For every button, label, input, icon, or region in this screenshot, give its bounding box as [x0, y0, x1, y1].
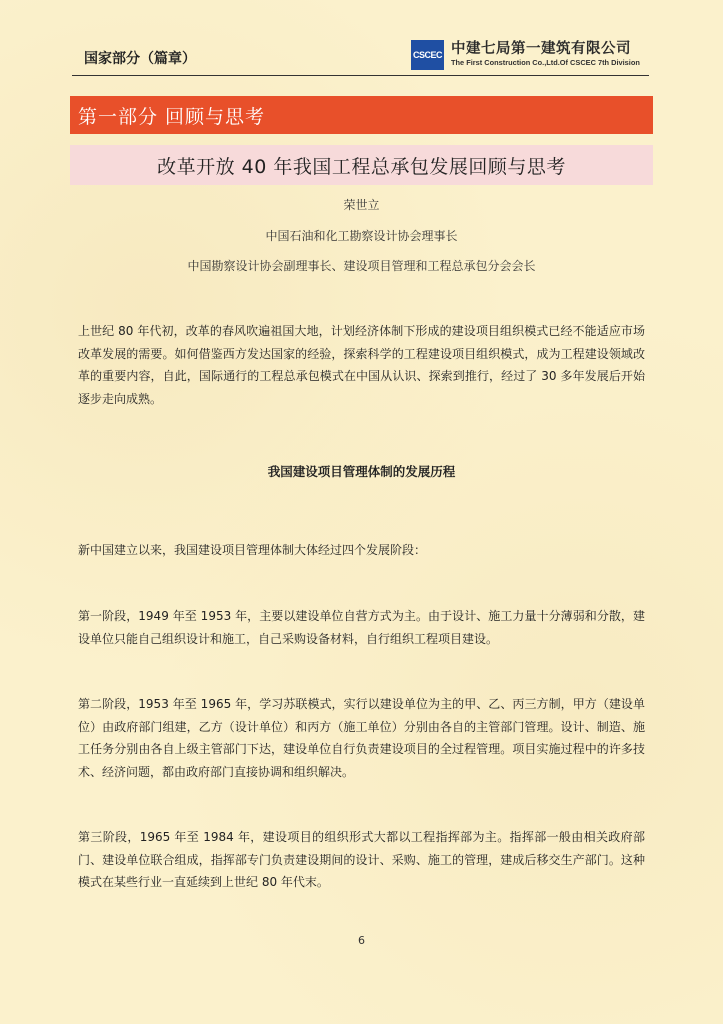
author-affiliation-2: 中国勘察设计协会副理事长、建设项目管理和工程总承包分会会长	[187, 259, 536, 273]
author-affiliation-1: 中国石油和化工勘察设计协会理事长	[265, 229, 458, 243]
stage-3-paragraph: 第三阶段，1965 年至 1984 年，建设项目的组织形式大都以工程指挥部为主。指挥部一般由相关政府部门、建设单位联合组成，指挥部专门负责建设期间的设计、采购、施工的管理，建成后移交生产部门。这种模式在某些行业一直延续到上世纪 80 年代末。	[78, 830, 645, 889]
stages-intro-paragraph: 新中国建立以来，我国建设项目管理体制大体经过四个发展阶段：	[78, 543, 427, 557]
company-name-cn: 中建七局第一建筑有限公司	[451, 41, 631, 57]
stage-1-paragraph: 第一阶段，1949 年至 1953 年，主要以建设单位自营方式为主。由于设计、施工力量十分薄弱和分散，建设单位只能自己组织设计和施工，自己采购设备材料，自行组织工程项目建设。	[78, 609, 645, 646]
intro-paragraph: 上世纪 80 年代初，改革的春风吹遍祖国大地，计划经济体制下形成的建设项目组织模式已经不能适应市场改革发展的需要。如何借鉴西方发达国家的经验，探索科学的工程建设项目组织模式，成为工程建设领域改革的重要内容，自此，国际通行的工程总承包模式在中国从认识、探索到推行，经过了 30 多年发展后开始逐步走向成熟。	[78, 324, 645, 406]
author-name: 荣世立	[343, 198, 380, 212]
part-heading: 第一部分 回顾与思考	[70, 96, 653, 134]
stage-2-paragraph: 第二阶段，1953 年至 1965 年，学习苏联模式，实行以建设单位为主的甲、乙、丙三方制，甲方（建设单位）由政府部门组建，乙方（设计单位）和丙方（施工单位）分别由各自的主管部门管理。设计、制造、施工任务分别由各自上级主管部门下达，建设单位自行负责建设项目的全过程管理。项目实施过程中的许多技术、经济问题，都由政府部门直接协调和组织解决。	[78, 697, 645, 779]
article-title: 改革开放 40 年我国工程总承包发展回顾与思考	[70, 145, 653, 185]
header-section-label: 国家部分（篇章）	[84, 51, 196, 67]
header-divider	[72, 75, 649, 76]
section-subheading: 我国建设项目管理体制的发展历程	[267, 464, 456, 479]
company-logo: CSCEC	[411, 40, 444, 70]
company-name-en: The First Construction Co.,Ltd.Of CSCEC 7th Division	[451, 58, 640, 67]
page-number: 6	[358, 934, 365, 947]
